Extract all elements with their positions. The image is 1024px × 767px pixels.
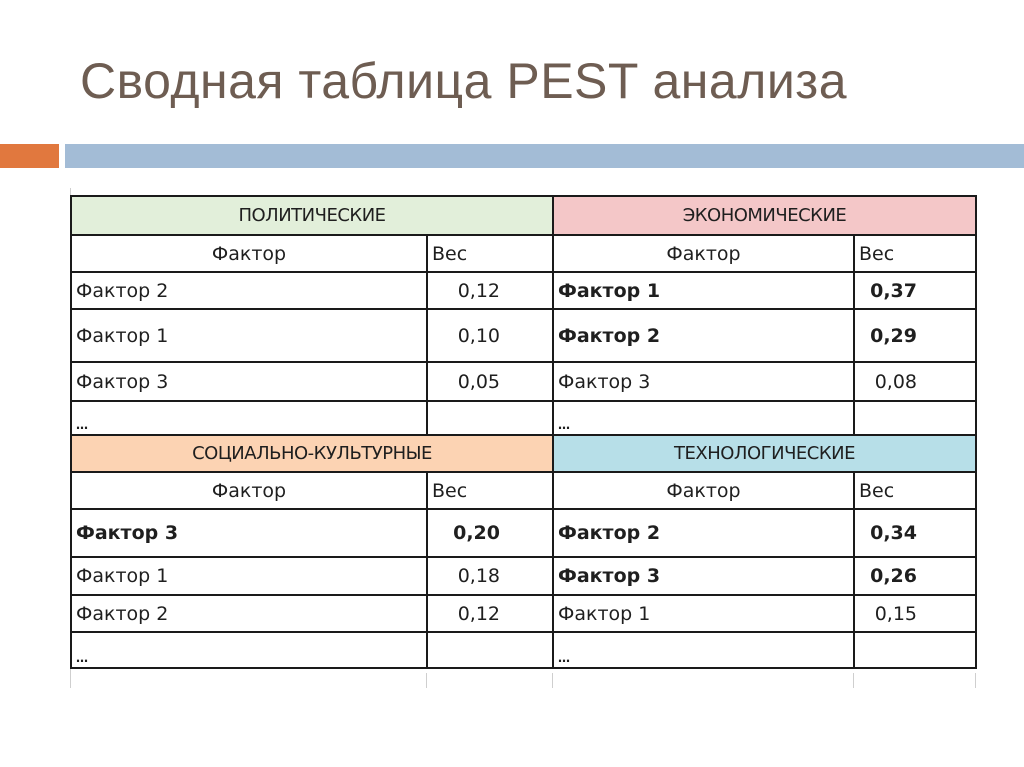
table-row — [71, 632, 976, 668]
social-factor-cell: Фактор 2 — [71, 595, 427, 632]
table-row — [71, 435, 976, 472]
column-header-weight: Вес — [854, 472, 976, 509]
economic-factor-cell: Фактор 3 — [553, 362, 854, 401]
political-factor-cell: Фактор 1 — [71, 309, 427, 362]
social-header: СОЦИАЛЬНО-КУЛЬТУРНЫЕ — [71, 435, 553, 472]
table-row — [71, 309, 976, 362]
technological-factor-cell: Фактор 2 — [553, 509, 854, 557]
slide-title: Сводная таблица PEST анализа — [80, 53, 848, 109]
gridline — [975, 673, 976, 688]
column-header-weight: Вес — [427, 472, 553, 509]
table-row — [71, 196, 976, 235]
technological-header: ТЕХНОЛОГИЧЕСКИЕ — [553, 435, 976, 472]
political-factor-cell: Фактор 2 — [71, 272, 427, 309]
technological-weight-cell — [854, 632, 976, 668]
economic-weight-cell: 0,29 — [854, 309, 976, 362]
table-row — [71, 557, 976, 595]
table-row — [71, 472, 976, 509]
gridline — [552, 673, 553, 688]
technological-weight-cell: 0,26 — [854, 557, 976, 595]
social-factor-cell: Фактор 3 — [71, 509, 427, 557]
column-header-factor: Фактор — [71, 235, 427, 272]
technological-weight-cell: 0,34 — [854, 509, 976, 557]
political-header: ПОЛИТИЧЕСКИЕ — [71, 196, 553, 235]
technological-weight-cell: 0,15 — [854, 595, 976, 632]
economic-weight-cell: 0,08 — [854, 362, 976, 401]
social-weight-cell: 0,18 — [427, 557, 553, 595]
accent-bar-orange — [0, 144, 59, 168]
political-weight-cell: 0,05 — [427, 362, 553, 401]
political-ellipsis-cell: … — [71, 401, 427, 435]
table-row — [71, 235, 976, 272]
column-header-factor: Фактор — [553, 235, 854, 272]
accent-bar-blue — [65, 144, 1024, 168]
political-weight-cell — [427, 401, 553, 435]
pest-summary-table — [70, 195, 977, 669]
social-weight-cell — [427, 632, 553, 668]
political-weight-cell: 0,10 — [427, 309, 553, 362]
political-weight-cell: 0,12 — [427, 272, 553, 309]
economic-ellipsis-cell: … — [553, 401, 854, 435]
social-weight-cell: 0,20 — [427, 509, 553, 557]
economic-header: ЭКОНОМИЧЕСКИЕ — [553, 196, 976, 235]
column-header-factor: Фактор — [71, 472, 427, 509]
table-row — [71, 595, 976, 632]
technological-factor-cell: Фактор 1 — [553, 595, 854, 632]
table-row — [71, 272, 976, 309]
technological-ellipsis-cell: … — [553, 632, 854, 668]
technological-factor-cell: Фактор 3 — [553, 557, 854, 595]
social-factor-cell: Фактор 1 — [71, 557, 427, 595]
column-header-weight: Вес — [854, 235, 976, 272]
economic-weight-cell: 0,37 — [854, 272, 976, 309]
column-header-factor: Фактор — [553, 472, 854, 509]
economic-factor-cell: Фактор 1 — [553, 272, 854, 309]
political-factor-cell: Фактор 3 — [71, 362, 427, 401]
pest-table-image — [68, 188, 980, 688]
gridline — [853, 673, 854, 688]
economic-factor-cell: Фактор 2 — [553, 309, 854, 362]
table-row — [71, 401, 976, 435]
table-row — [71, 509, 976, 557]
column-header-weight: Вес — [427, 235, 553, 272]
economic-weight-cell — [854, 401, 976, 435]
gridline — [426, 673, 427, 688]
table-row — [71, 362, 976, 401]
social-ellipsis-cell: … — [71, 632, 427, 668]
social-weight-cell: 0,12 — [427, 595, 553, 632]
